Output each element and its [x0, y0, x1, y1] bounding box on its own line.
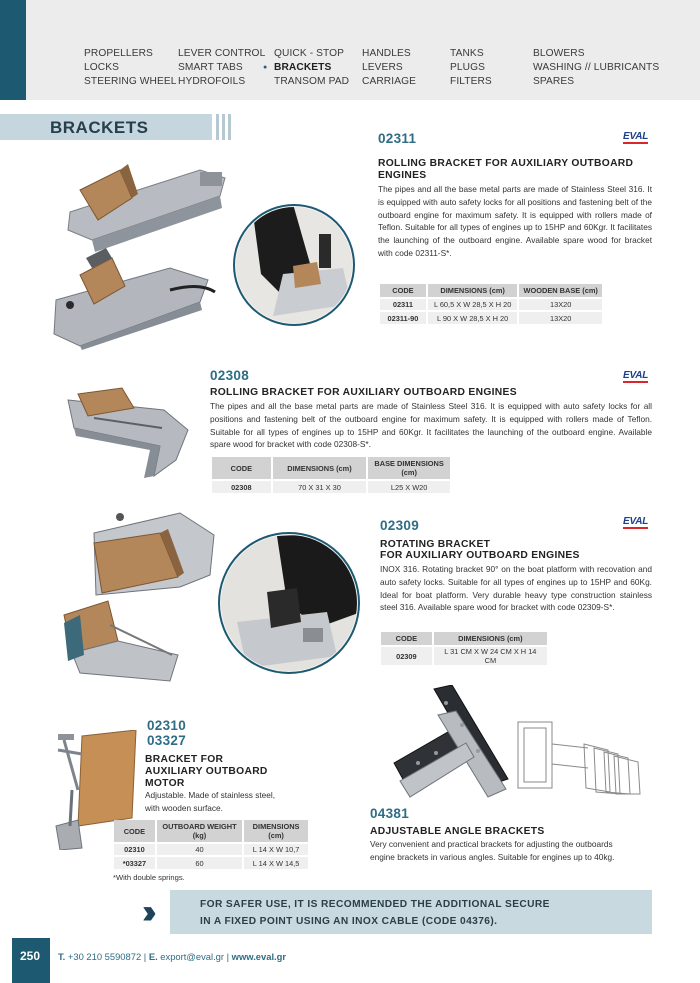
product-desc-02311: The pipes and all the base metal parts are made of Stainless Steel 316. It is equipped with auto safety locks for all positions and fastening belt of the outboard engine for maximum safety. It is equipped with rollers made of Teflon. Suitable for all types of engines up to 15HP and 60Kgr. It facilitates the launching of the outboard engine. Available spare wood for bracket with code 02311-S*.: [378, 184, 652, 258]
table-row: [380, 298, 603, 311]
nav-steering-wheel[interactable]: STEERING WHEEL: [84, 76, 177, 87]
nav-tanks[interactable]: TANKS: [450, 48, 484, 59]
table-header: BASE DIMENSIONS (cm): [367, 457, 451, 480]
table-row: [381, 646, 548, 665]
nav-locks[interactable]: LOCKS: [84, 62, 120, 73]
table-cell: 02311-90: [380, 311, 427, 324]
product-code-04381: 04381: [370, 806, 410, 821]
product-code-02311: 02311: [378, 131, 417, 146]
nav-filters[interactable]: FILTERS: [450, 76, 492, 87]
table-cell: 02311: [380, 298, 427, 311]
table-header: WOODEN BASE (cm): [518, 284, 603, 298]
phone-number[interactable]: +30 210 5590872: [67, 951, 142, 962]
email-link[interactable]: export@eval.gr: [160, 951, 225, 962]
product-desc-02310: Adjustable. Made of stainless steel, with wooden surface.: [145, 790, 276, 813]
product-desc-02308: The pipes and all the base metal parts are made of Stainless Steel 316. It is equipped with auto safety locks for all positions and fastening belt of the outboard engine for maximum safety. It is equipped with rollers made of Teflon. Suitable for all types of engines up to 15HP and 60Kgr. It facilitates the launching of the outboard engine. Available spare wood for bracket with code 02308-S*.: [210, 401, 652, 450]
table-header: CODE: [212, 457, 272, 480]
product-image-02308: [64, 380, 194, 480]
nav-quick-stop[interactable]: QUICK - STOP: [274, 48, 345, 59]
title-stripes: [214, 114, 236, 140]
spec-table-02309: [381, 632, 549, 665]
table-cell: 13X20: [518, 298, 603, 311]
nav-levers[interactable]: LEVERS: [362, 62, 403, 73]
spec-table-02311: [380, 284, 604, 324]
product-title-02311-line1: ROLLING BRACKET FOR AUXILIARY OUTBOARD: [378, 158, 634, 169]
product-code-02310: 02310: [147, 718, 187, 733]
product-code-03327: 03327: [147, 733, 187, 748]
double-chevron-icon: ››: [142, 893, 149, 931]
product-title-02308: ROLLING BRACKET FOR AUXILIARY OUTBOARD ENGINES: [210, 387, 517, 398]
table-cell: L 90 X W 28,5 X H 20: [427, 311, 519, 324]
table-header: DIMENSIONS (cm): [272, 457, 368, 480]
nav-handles[interactable]: HANDLES: [362, 48, 411, 59]
product-image-04381: [390, 685, 510, 803]
table-header: DIMENSIONS (cm): [433, 632, 548, 646]
page-number: 250: [20, 949, 41, 963]
product-title-02310-line3: MOTOR: [145, 778, 185, 789]
nav-lever-control[interactable]: LEVER CONTROL: [178, 48, 266, 59]
table-cell: L25 X W20: [367, 480, 451, 493]
product-code-02309: 02309: [380, 518, 420, 533]
product-desc-02309: INOX 316. Rotating bracket 90° on the boat platform with recovation and auto safety locks. Suitable for all types of engines up to 15HP and 60Kg. Ideal for boat platform. Very durable heavy type construction stainless steel 316. Available spare wood for bracket with code 02309-S*.: [380, 564, 652, 613]
website-link[interactable]: www.eval.gr: [231, 951, 287, 962]
table-cell: 60: [156, 856, 243, 869]
nav-smart-tabs[interactable]: SMART TABS: [178, 62, 243, 73]
table-cell: L 14 X W 10,7: [243, 843, 309, 856]
product-detail-image-02309: [217, 532, 361, 674]
product-title-02309-line1: ROTATING BRACKET: [380, 539, 491, 550]
nav-blowers[interactable]: BLOWERS: [533, 48, 585, 59]
footer-contact: T. +30 210 5590872 | E. export@eval.gr | www.eval.gr: [58, 951, 287, 962]
product-title-02311-line2: ENGINES: [378, 170, 427, 181]
product-image-02309: [60, 505, 220, 685]
product-title-02310-line2: AUXILIARY OUTBOARD: [145, 766, 268, 777]
table-header: OUTBOARD WEIGHT (kg): [156, 820, 243, 843]
table-cell: 02309: [381, 646, 433, 665]
table-cell: 70 X 31 X 30: [272, 480, 368, 493]
eval-logo: EVAL: [623, 516, 649, 527]
product-drawing-04381: [512, 714, 644, 796]
product-title-02309-line2: FOR AUXILIARY OUTBOARD ENGINES: [380, 550, 580, 561]
table-cell: 02310: [114, 843, 156, 856]
table-cell: L 14 X W 14,5: [243, 856, 309, 869]
product-detail-image-02311: [233, 204, 355, 326]
eval-logo: EVAL: [623, 131, 649, 142]
table-header: DIMENSIONS (cm): [427, 284, 519, 298]
nav-plugs[interactable]: PLUGS: [450, 62, 486, 73]
nav-hydrofoils[interactable]: HYDROFOILS: [178, 76, 246, 87]
table-cell: L 31 CM X W 24 CM X H 14 CM: [433, 646, 548, 665]
table-row: [114, 856, 309, 869]
footnote-double-springs: *With double springs.: [113, 873, 185, 882]
table-row: [380, 311, 603, 324]
table-cell: 02308: [212, 480, 272, 493]
spec-table-02308: [212, 457, 452, 493]
safety-notice-line2: IN A FIXED POINT USING AN INOX CABLE (CODE 04376).: [200, 916, 498, 927]
table-header: CODE: [380, 284, 427, 298]
safety-notice-line1: FOR SAFER USE, IT IS RECOMMENDED THE ADDITIONAL SECURE: [200, 899, 550, 910]
nav-carriage[interactable]: CARRIAGE: [362, 76, 417, 87]
header-accent-bar: [0, 0, 26, 100]
table-cell: 40: [156, 843, 243, 856]
product-title-02310-line1: BRACKET FOR: [145, 754, 224, 765]
spec-table-02310: [114, 820, 310, 869]
table-header: CODE: [114, 820, 156, 843]
nav-washing-lubricants[interactable]: WASHING // LUBRICANTS: [533, 62, 660, 73]
table-header: DIMENSIONS (cm): [243, 820, 309, 843]
nav-brackets-active[interactable]: ● BRACKETS: [274, 62, 331, 73]
table-row: [212, 480, 451, 493]
eval-logo: EVAL: [623, 370, 649, 381]
nav-propellers[interactable]: PROPELLERS: [84, 48, 153, 59]
table-cell: *03327: [114, 856, 156, 869]
product-desc-04381: Very convenient and practical brackets for adjusting the outboards engine brackets in various angles. Suitable for engines up to 40kg.: [370, 839, 615, 862]
nav-spares[interactable]: SPARES: [533, 76, 575, 87]
table-cell: L 60,5 X W 28,5 X H 20: [427, 298, 519, 311]
email-label: E.: [148, 951, 158, 962]
phone-label: T.: [58, 951, 66, 962]
safety-notice: [200, 896, 550, 930]
nav-transom-pad[interactable]: TRANSOM PAD: [274, 76, 350, 87]
product-image-02311: [50, 150, 230, 350]
product-title-04381: ADJUSTABLE ANGLE BRACKETS: [370, 826, 545, 837]
product-code-02308: 02308: [210, 368, 250, 383]
section-title: BRACKETS: [50, 118, 149, 137]
table-header: CODE: [381, 632, 433, 646]
table-row: [114, 843, 309, 856]
table-cell: 13X20: [518, 311, 603, 324]
